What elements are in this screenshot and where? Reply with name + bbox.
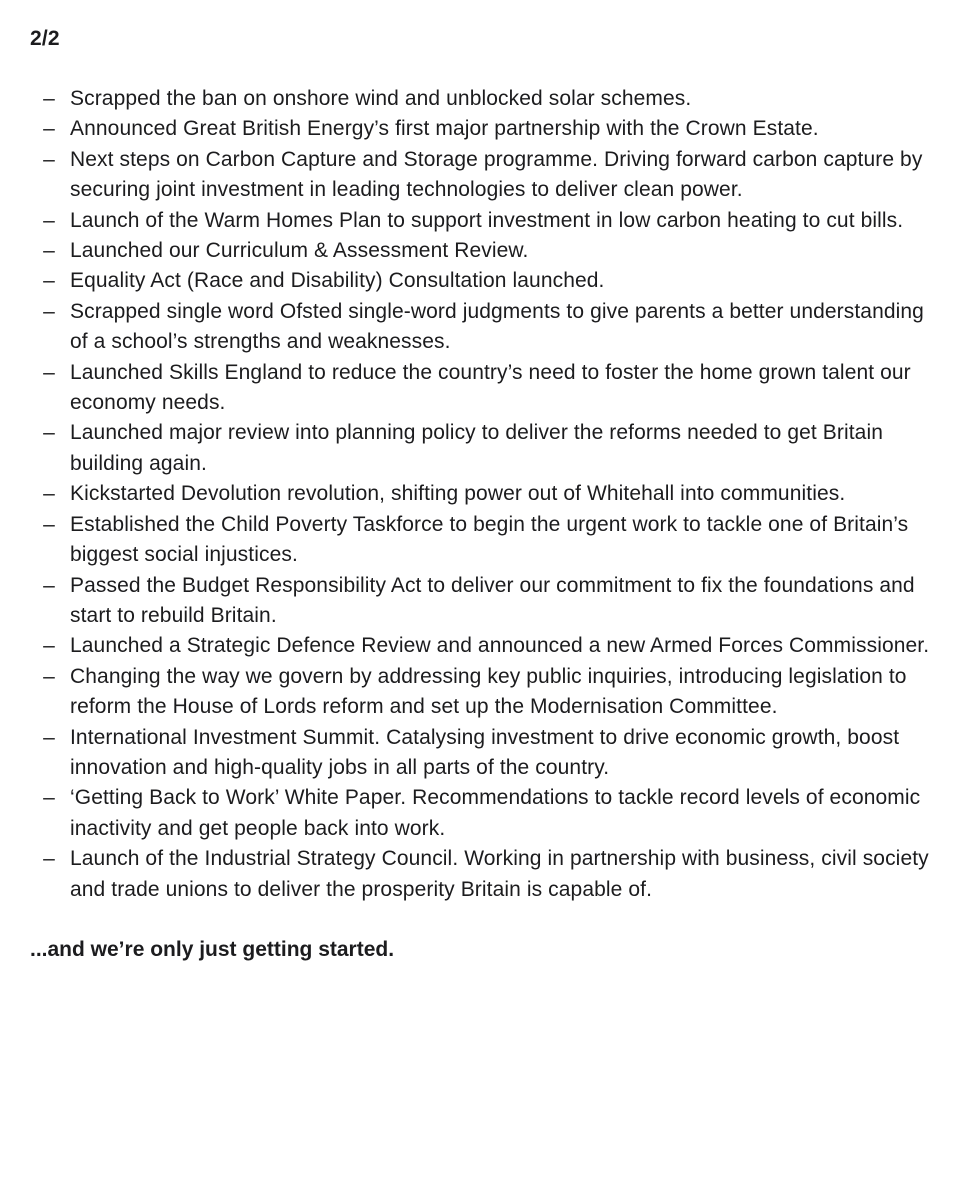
list-item-text: Launch of the Warm Homes Plan to support investment in low carbon heating to cut bills. bbox=[70, 208, 904, 232]
list-item-text: Scrapped single word Ofsted single-word judgments to give parents a better understanding of a school’s strengths and weaknesses. bbox=[70, 299, 924, 354]
list-item bbox=[30, 84, 930, 114]
dash-bullet-icon: – bbox=[43, 360, 55, 384]
list-item-text: Equality Act (Race and Disability) Consultation launched. bbox=[70, 269, 605, 293]
dash-bullet-icon: – bbox=[43, 147, 55, 171]
list-item bbox=[30, 479, 930, 509]
list-item-text: ‘Getting Back to Work’ White Paper. Recommendations to tackle record levels of economic inactivity and get people back into work. bbox=[70, 786, 921, 840]
list-item-text: Launched Skills England to reduce the country’s need to foster the home grown talent our economy needs. bbox=[70, 360, 911, 415]
dash-bullet-icon: – bbox=[43, 664, 55, 688]
dash-bullet-icon: – bbox=[43, 847, 55, 871]
list-item bbox=[30, 418, 930, 479]
dash-bullet-icon: – bbox=[43, 634, 55, 658]
achievements-list bbox=[30, 84, 930, 905]
list-item bbox=[30, 844, 930, 905]
list-item-text: Launch of the Industrial Strategy Council. Working in partnership with business, civil society and trade unions to deliver the prosperity Britain is capable of. bbox=[70, 847, 929, 901]
list-item bbox=[30, 662, 930, 723]
dash-bullet-icon: – bbox=[43, 512, 55, 536]
list-item-text: International Investment Summit. Catalysing investment to drive economic growth, boost innovation and high-quality jobs in all parts of the country. bbox=[70, 725, 900, 779]
dash-bullet-icon: – bbox=[43, 208, 55, 232]
list-item bbox=[30, 571, 930, 632]
dash-bullet-icon: – bbox=[43, 573, 55, 597]
list-item bbox=[30, 783, 930, 844]
list-item bbox=[30, 206, 930, 236]
list-item-text: Scrapped the ban on onshore wind and unblocked solar schemes. bbox=[70, 87, 692, 110]
page-counter-heading: 2/2 bbox=[30, 27, 60, 50]
list-item bbox=[30, 145, 930, 206]
list-item bbox=[30, 236, 930, 266]
list-item bbox=[30, 723, 930, 784]
dash-bullet-icon: – bbox=[43, 87, 55, 110]
list-item-text: Launched our Curriculum & Assessment Review. bbox=[70, 239, 529, 263]
list-item bbox=[30, 114, 930, 144]
list-item bbox=[30, 510, 930, 571]
dash-bullet-icon: – bbox=[43, 482, 55, 506]
list-item-text: Passed the Budget Responsibility Act to deliver our commitment to fix the foundations and start to rebuild Britain. bbox=[70, 573, 915, 627]
dash-bullet-icon: – bbox=[43, 117, 55, 141]
dash-bullet-icon: – bbox=[43, 421, 55, 445]
list-item-text: Established the Child Poverty Taskforce to begin the urgent work to tackle one of Britain’s biggest social injustices. bbox=[70, 512, 909, 567]
list-item bbox=[30, 358, 930, 419]
list-item-text: Launched major review into planning policy to deliver the reforms needed to get Britain building again. bbox=[70, 421, 883, 475]
list-item-text: Next steps on Carbon Capture and Storage programme. Driving forward carbon capture by securing joint investment in leading technologies to deliver clean power. bbox=[70, 147, 923, 202]
dash-bullet-icon: – bbox=[43, 786, 55, 810]
list-item-text: Kickstarted Devolution revolution, shifting power out of Whitehall into communities. bbox=[70, 482, 846, 506]
list-item-text: Changing the way we govern by addressing key public inquiries, introducing legislation to reform the House of Lords reform and set up the Modernisation Committee. bbox=[70, 664, 907, 719]
dash-bullet-icon: – bbox=[43, 299, 55, 323]
dash-bullet-icon: – bbox=[43, 239, 55, 263]
list-item-text: Launched a Strategic Defence Review and announced a new Armed Forces Commissioner. bbox=[70, 634, 930, 658]
dash-bullet-icon: – bbox=[43, 269, 55, 293]
list-item bbox=[30, 297, 930, 358]
closing-line: ...and we’re only just getting started. bbox=[30, 937, 395, 961]
dash-bullet-icon: – bbox=[43, 725, 55, 749]
list-item bbox=[30, 631, 930, 661]
list-item bbox=[30, 266, 930, 296]
list-item-text: Announced Great British Energy’s first major partnership with the Crown Estate. bbox=[70, 117, 819, 141]
